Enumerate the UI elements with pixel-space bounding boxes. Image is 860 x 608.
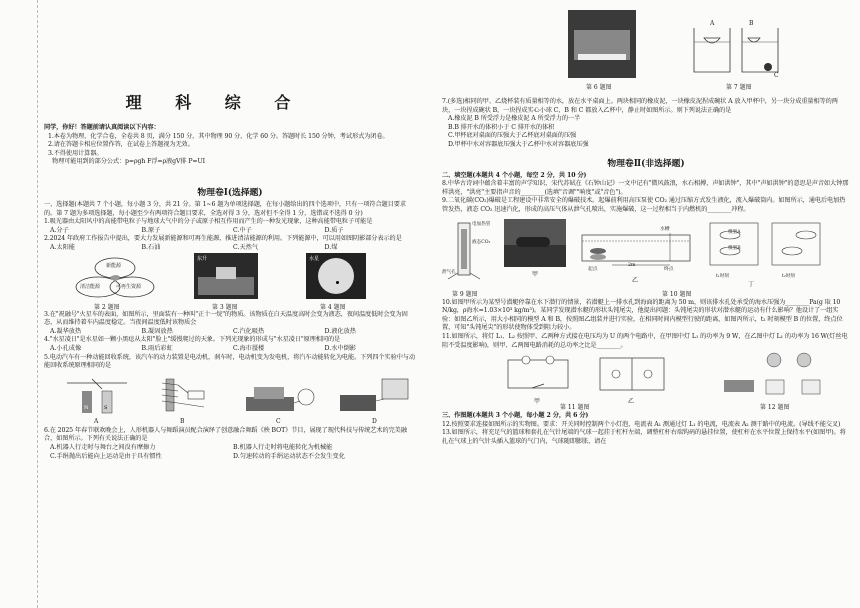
q3-stem: 3.在"祝融号"火星车的表面，如图所示，里面装有一种叫"正十一烷"的物质。该物质在白天温度高时会变为液态，夜间温度低时会变为固态，从而维持着车内温度稳定。当夜间温度低时该物质会 (44, 310, 408, 327)
q3-option-d: D.液化放热 (324, 327, 356, 335)
q10-text: 10.如图甲所示为某型号潜艇停靠在水下潜行的情景，若潜艇上一排水孔到海面的距离为 50 m，则该排水孔处承受的海水压强为________Pa(g 取 10 N/kg，ρ海水=1.03×10³ kg/m³)。某同学发现潜水艇的形状头钝尾尖，他提出问题：头钝尾尖的形状对潜水艇的运动有什么影响？他设计了一组实验：如图乙所示，用大小相同的模型 A 和 B，按照图乙组装并进行实验，在相同时间内模型行驶的距离，如图丙所示，t₂ 时刻模型 B 的位置，终点位置，可知"头钝尾尖"的形状使物体受到阻力较小。 (442, 298, 843, 332)
q1-option-b: B.原子 (141, 226, 161, 234)
q6-option-c: C.手绢抛出后能向上运动是由于具有惯性 (50, 452, 162, 460)
physical-circuit-diagram (718, 350, 838, 400)
fig7-label-c: C (774, 72, 779, 79)
fig10-label-t1: t₁时刻 (716, 273, 729, 279)
svg-text:N: N (84, 404, 89, 411)
fig9-label-vent: 泄气孔 (442, 269, 456, 275)
fig10-caption: 第 10 题图 (662, 290, 692, 298)
part1-title: 物理卷Ⅰ(选择题) (197, 188, 263, 198)
right-text-block (442, 98, 850, 446)
q5-stem: 5.电动汽车有一种动能回收系统，该汽车的动力装置是电动机，刹车时，电动机变为发电机，将汽车动能转化为电能。下列四个实验中与动能回收系统原理相同的是 (44, 353, 415, 370)
instruction-item-1: 1.本卷为物理、化学合卷，全卷共 8 页，满分 150 分，其中物理 90 分，化学 60 分。答题时长 150 分钟，考试形式为闭卷。 (48, 132, 389, 140)
fig10-label-model-b: 模型B (728, 245, 741, 251)
q7-option-b: B.B 排开水的体积小于 C 排开水的体积 (448, 123, 555, 131)
q13-text: 13.如图所示，将充足气的篮球和套扎在气针尾端的气球一起挂于杠杆左端，调整杠杆右端钩码的悬挂位置，使杠杆在水平位置上保持水平(如图甲)。将扎在气球上的气针头插入篮球的气门内，气球随即膨胀，请在 (442, 429, 846, 445)
fig2-caption: 第 2 题图 (94, 303, 120, 311)
q1-stem: 1.吸光器由太阳风中的高能带电粒子与地球大气中的分子或原子相互作用而产生的一种发光现象，这种高能带电粒子可能是 (44, 218, 373, 226)
fig10-label-ding: 丁 (748, 280, 755, 288)
q3-option-a: A.凝华放热 (50, 327, 82, 335)
fig10-label-tank: 水槽 (660, 226, 670, 232)
q7-option-c: C.甲杯底对桌面的压强大于乙杯底对桌面的压强 (448, 132, 577, 140)
mars-rover-photo (194, 253, 258, 299)
q4-stem: 4."水星凌日"是水星如一颗小黑痣从太阳"脸上"缓慢爬过的天象。下列光现象的形成与"水星凌日"原理相同的是 (44, 336, 341, 344)
parallel-circuit-yi (594, 354, 670, 394)
fig3-caption: 第 3 题图 (212, 303, 238, 311)
formula-line: 物理可能用到的部分公式：p=ρgh F浮=ρ液gV排 P=UI (52, 158, 205, 166)
part1-block (44, 185, 416, 461)
fig9-caption: 第 9 题图 (452, 290, 478, 298)
q4-options (44, 345, 416, 354)
right-column (432, 0, 860, 608)
figures-row-q11-q12 (442, 350, 850, 410)
q7-option-d: D.甲杯中水对容器底压强大于乙杯中水对容器底压强 (448, 140, 589, 148)
q1-option-c: C.中子 (233, 226, 252, 234)
venn-label-new: 新能源 (106, 262, 122, 269)
q5-apparatus-d (336, 373, 412, 417)
fill-section-intro: 二、填空题(本题共 4 个小题，每空 2 分，共 10 分) (442, 171, 587, 179)
q6-option-b: B.机器人行走时将电能转化为机械能 (233, 443, 333, 451)
q8-text: 8.中华古诗词中蕴含着丰富的声学知识，宋代苏轼在《石钟山记》一文中记有"微风鼓浪，水石相搏，声如洪钟"，其中"声如洪钟"的意思是声音如大钟那样洪亮，"洪亮"主要指声音的________(选填"音调""响度"或"音色")。 (442, 180, 849, 196)
fig4-label: 水星 (309, 255, 320, 262)
fig4-caption: 第 4 题图 (320, 303, 346, 311)
q5-figures (44, 371, 416, 427)
q9-text: 9.二氧化碳(CO₂)爆破是工程建设中非常安全的爆破技术。起爆前利用高压泵使 CO₂ 通过压缩方式发生液化，流入爆破筒内。如图所示，通电后电加热管发热，液态 CO₂ 迅速汽化，形成的高压气体从泄气孔喷出，实施爆破，这一过程相当于内燃机的________冲程。 (442, 197, 846, 213)
fig10-label-t2: t₂时刻 (782, 273, 795, 279)
fig10-label-end: 终点 (664, 266, 674, 272)
figures-caption-row-q9-q10 (442, 289, 850, 299)
q3-option-c: C.汽化吸热 (233, 327, 265, 335)
fig9-label-heater: 电加热管 (472, 221, 491, 227)
q5-option-c: C (276, 417, 281, 425)
fig12-caption: 第 12 题图 (760, 404, 790, 412)
beakers-diagram (688, 20, 784, 78)
venn-label-renewable: 可再生资源 (116, 283, 142, 290)
q4-option-c: C.海市蜃楼 (233, 344, 265, 352)
q7-option-a: A.橡皮泥 B 所受浮力是橡皮泥 A 所受浮力的一半 (448, 115, 581, 123)
q4-option-b: B.雨后彩虹 (141, 344, 173, 352)
q1-option-d: D.质子 (324, 226, 344, 234)
draw-section-intro: 三、作图题(本题共 3 个小题，每小题 2 分，共 6 分) (442, 412, 589, 420)
fig10-label-distance: 2m (628, 262, 636, 268)
q2-option-b: B.石油 (141, 243, 161, 251)
page-title: 理 科 综 合 (125, 93, 305, 112)
fig11-label-yi: 乙 (628, 398, 635, 406)
instruction-item-3: 3.不得使用计算器。 (48, 149, 103, 157)
q6-stem: 6.在 2025 年春节联欢晚会上，人形机器人与舞蹈演员配合演绎了创意融合舞蹈《秧 BOT》节目，展现了现代科技与传统艺术的完美融合，如图所示。下列有关说法正确的是 (44, 426, 407, 443)
q7-stem: 7.(多选)相同的甲、乙烧杯装有质量相等的水，放在水平桌面上。两块相同的橡皮泥，一块橡皮泥捏成碗状 A 放入甲杯中，另一块分成重量相等的两块，一块捏成碗状 B，一块捏成实心小球 C，B 和 C 都放入乙杯中，静止时如图所示。则下列说法正确的是 (442, 98, 838, 114)
figures-row-q9-q10 (442, 215, 850, 289)
q2-option-a: A.太阳能 (50, 243, 75, 251)
fig10-label-start: 起点 (588, 266, 598, 272)
robot-dance-photo (568, 10, 636, 78)
fig7-label-b: B (749, 20, 754, 27)
q5-option-d: D (372, 417, 377, 425)
fig11-label-jia: 甲 (534, 398, 541, 406)
instruction-item-2: 2.请在答题卡相应位置作答，在试卷上答题视为无效。 (48, 141, 194, 149)
q3-option-b: B.凝固放热 (141, 327, 173, 335)
q2-stem: 2.2024 年政府工作报告中提出，要大力发展新能源和可再生能源，推进清洁能源的利用。下列能源中，可以用如图阴影部分表示的是 (44, 235, 402, 243)
series-circuit-jia (502, 354, 574, 394)
model-timing-diagram (706, 219, 826, 271)
q5-apparatus-a (62, 373, 132, 417)
q2-option-c: C.天然气 (233, 243, 259, 251)
fig10-label-yi: 乙 (632, 276, 639, 284)
q6-option-a: A.机器人行走时与舞台之间没有摩擦力 (50, 443, 156, 451)
instructions-block (44, 124, 416, 167)
venn-label-clean: 清洁能源 (80, 283, 101, 290)
fig7-caption: 第 7 题图 (726, 84, 752, 91)
q1-option-a: A.分子 (50, 226, 69, 234)
fig3-label: 东升 (197, 255, 208, 262)
figures-row-q2-q4 (44, 253, 416, 311)
figures-row-q6-q7 (442, 2, 850, 100)
svg-text:S: S (104, 404, 108, 411)
q2-option-d: D.煤 (324, 243, 338, 251)
q11-text: 11.如图所示，将灯 L₁、L₂ 按照甲、乙两种方式接在电压均为 U 的两个电路中，在甲图中灯 L₁ 的功率为 9 W，在乙图中灯 L₁ 的功率为 16 W(灯丝电阻不受温度影响)，则甲、乙两图电路消耗的总功率之比是________。 (442, 332, 848, 349)
q2-options (44, 244, 416, 253)
q6-option-d: D.匀速转动的手绢运动状态不会发生变化 (233, 452, 345, 460)
q5-option-b: B (180, 417, 185, 425)
fig6-caption: 第 6 题图 (586, 84, 612, 91)
q12-text: 12.按照要求连接如图所示的实物图。要求：开关同时控制两个小灯泡，电流表 A₁ 测通过灯 L₁ 的电流，电流表 A₂ 测干路中的电流。(导线不能交叉) (442, 420, 841, 428)
fig11-caption: 第 11 题图 (560, 404, 590, 412)
instructions-greeting: 同学，你好！答题前请认真阅读以下内容： (44, 124, 160, 131)
q5-apparatus-c (240, 373, 320, 417)
part2-title: 物理卷Ⅱ(非选择题) (607, 158, 685, 169)
fig10-label-model-a: 模型A (728, 229, 741, 235)
mercury-transit-photo (306, 253, 366, 299)
q4-option-d: D.水中倒影 (324, 344, 356, 352)
part1-intro: 一、选择题(本题共 7 个小题，每小题 3 分，共 21 分。第 1~6 题为单项选择题，在每小题给出的四个选项中，只有一项符合题目要求的。第 7 题为多项选择题，每小题至少有两项符合题目要求，全选对得 3 分，选对但不全得 1 分，选错或不选得 0 分) (44, 201, 406, 217)
q5-option-a: A (94, 417, 99, 425)
q6-options (44, 444, 416, 461)
fig10-label-jia: 甲 (532, 270, 539, 278)
q5-apparatus-b (148, 371, 218, 417)
q4-option-a: A.小孔成像 (50, 344, 82, 352)
fig7-label-a: A (710, 20, 715, 27)
fig9-label-co2: 液态CO₂ (472, 239, 491, 245)
submarine-photo (504, 219, 566, 267)
